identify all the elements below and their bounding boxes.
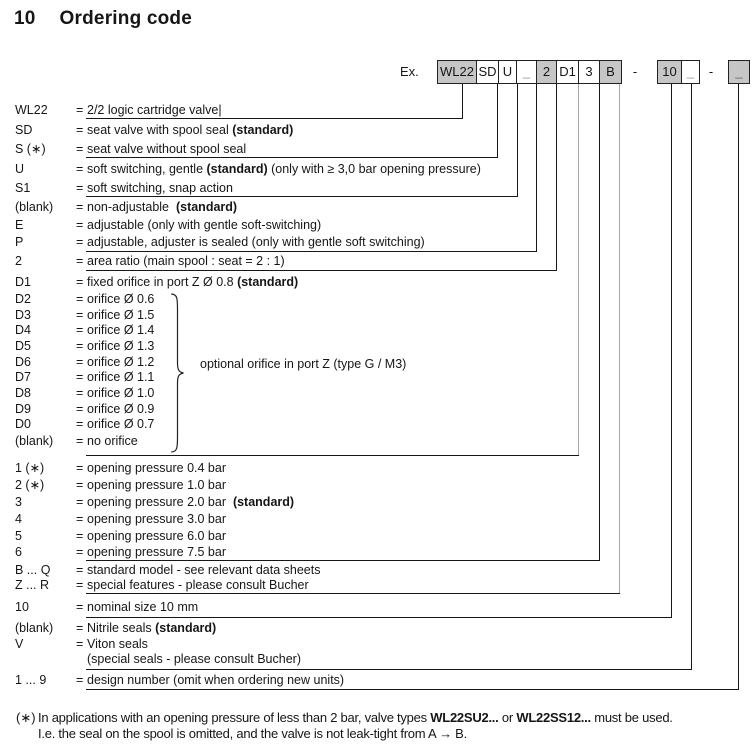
code-description: opening pressure 6.0 bar	[87, 529, 226, 543]
equals-sign: =	[76, 478, 84, 492]
code-description: area ratio (main spool : seat = 2 : 1)	[87, 254, 285, 268]
code-row	[0, 218, 753, 232]
equals-sign: =	[76, 417, 84, 431]
equals-sign: =	[76, 200, 84, 214]
brace-label: optional orifice in port Z (type G / M3)	[200, 357, 407, 371]
code-box: 10	[657, 60, 682, 84]
connector-underline	[86, 593, 620, 594]
footnote-valve-type: WL22SS12...	[516, 710, 591, 725]
code-label: P	[15, 235, 24, 249]
equals-sign: =	[76, 123, 84, 137]
code-row	[0, 652, 753, 666]
code-label: Z ... R	[15, 578, 50, 592]
code-label: E	[15, 218, 24, 232]
code-row	[0, 495, 753, 509]
code-row	[0, 637, 753, 651]
equals-sign: =	[76, 275, 84, 289]
code-box: SD	[477, 60, 499, 84]
code-description: orifice Ø 1.2	[87, 355, 155, 369]
code-label: 1 ... 9	[15, 673, 47, 687]
equals-sign: =	[76, 495, 84, 509]
connector-underline	[86, 270, 557, 271]
equals-sign: =	[76, 162, 84, 176]
connector-line	[619, 84, 620, 594]
equals-sign: =	[76, 292, 84, 306]
code-description: no orifice	[87, 434, 138, 448]
title-text: Ordering code	[59, 8, 193, 29]
code-row	[0, 254, 753, 268]
equals-sign: =	[76, 578, 84, 592]
code-label: V	[15, 637, 24, 651]
code-label: (blank)	[15, 200, 54, 214]
code-label: D1	[15, 275, 31, 289]
connector-underline	[86, 157, 498, 158]
connector-line	[556, 84, 557, 271]
code-row	[0, 200, 753, 214]
code-row	[0, 323, 753, 337]
code-description: opening pressure 2.0 bar (standard)	[87, 495, 295, 509]
code-label: 1 (∗)	[15, 461, 45, 475]
code-description: opening pressure 3.0 bar	[87, 512, 226, 526]
code-label: (blank)	[15, 621, 54, 635]
code-description: soft switching, gentle (standard) (only with ≥ 3,0 bar opening pressure)	[87, 162, 481, 176]
code-description: fixed orifice in port Z Ø 0.8 (standard)	[87, 275, 299, 289]
equals-sign: =	[76, 142, 84, 156]
code-label: D3	[15, 308, 31, 322]
code-description: adjustable, adjuster is sealed (only with gentle soft switching)	[87, 235, 425, 249]
title-number: 10	[14, 8, 36, 29]
equals-sign: =	[76, 563, 84, 577]
code-row	[0, 292, 753, 306]
code-label: D6	[15, 355, 31, 369]
code-description: opening pressure 7.5 bar	[87, 545, 226, 559]
code-row	[0, 386, 753, 400]
equals-sign: =	[76, 386, 84, 400]
code-row	[0, 235, 753, 249]
code-label: 2 (∗)	[15, 478, 45, 492]
equals-sign: =	[76, 637, 84, 651]
code-description: orifice Ø 1.5	[87, 308, 155, 322]
code-label: 4	[15, 512, 22, 526]
equals-sign: =	[76, 512, 84, 526]
code-description: orifice Ø 1.0	[87, 386, 155, 400]
equals-sign: =	[76, 370, 84, 384]
code-box: WL22	[437, 60, 477, 84]
code-description: design number (omit when ordering new units)	[87, 673, 345, 687]
equals-sign: =	[76, 621, 84, 635]
code-row	[0, 339, 753, 353]
code-label: (blank)	[15, 434, 54, 448]
code-label: D7	[15, 370, 31, 384]
code-label: U	[15, 162, 25, 176]
equals-sign: =	[76, 181, 84, 195]
code-box: 2	[537, 60, 557, 84]
code-box: U	[499, 60, 517, 84]
code-separator: -	[708, 64, 714, 79]
code-row	[0, 417, 753, 431]
code-row	[0, 103, 753, 117]
connector-underline	[86, 455, 579, 456]
equals-sign: =	[76, 355, 84, 369]
code-row	[0, 621, 753, 635]
code-description: Viton seals	[87, 637, 148, 651]
code-label: 3	[15, 495, 22, 509]
equals-sign: =	[76, 308, 84, 322]
code-description: seat valve without spool seal	[87, 142, 247, 156]
code-label: B ... Q	[15, 563, 51, 577]
code-description: opening pressure 0.4 bar	[87, 461, 226, 475]
code-description: orifice Ø 1.4	[87, 323, 155, 337]
code-row	[0, 370, 753, 384]
footnote-line1: In applications with an opening pressure of less than 2 bar, valve types WL22SU2... or WL22SS12... must be used.	[38, 710, 673, 725]
code-description: standard model - see relevant data sheets	[87, 563, 321, 577]
code-label: D9	[15, 402, 31, 416]
equals-sign: =	[76, 339, 84, 353]
code-box: _	[517, 60, 537, 84]
connector-underline	[86, 251, 537, 252]
orifice-brace-icon	[170, 293, 185, 453]
code-row	[0, 275, 753, 289]
connector-underline	[86, 669, 692, 670]
connector-underline	[86, 560, 600, 561]
code-label: 5	[15, 529, 22, 543]
connector-underline	[86, 118, 463, 119]
equals-sign: =	[76, 673, 84, 687]
equals-sign: =	[76, 254, 84, 268]
code-box: D1	[557, 60, 579, 84]
code-label: 10	[15, 600, 29, 614]
footnote-marker: (∗)	[16, 710, 36, 725]
code-description: (special seals - please consult Bucher)	[87, 652, 301, 666]
code-label: D4	[15, 323, 31, 337]
code-row	[0, 563, 753, 577]
code-description: adjustable (only with gentle soft-switching)	[87, 218, 322, 232]
example-label: Ex.	[400, 64, 419, 79]
footnote-valve-type: WL22SU2...	[430, 710, 499, 725]
equals-sign: =	[76, 461, 84, 475]
code-row	[0, 545, 753, 559]
code-row	[0, 673, 753, 687]
code-description: orifice Ø 0.6	[87, 292, 155, 306]
equals-sign: =	[76, 402, 84, 416]
connector-line	[691, 84, 692, 670]
code-label: S1	[15, 181, 31, 195]
code-label: 6	[15, 545, 22, 559]
code-description: orifice Ø 0.7	[87, 417, 155, 431]
code-description: Nitrile seals (standard)	[87, 621, 217, 635]
code-box: _	[728, 60, 750, 84]
code-row	[0, 600, 753, 614]
code-label: 2	[15, 254, 22, 268]
equals-sign: =	[76, 235, 84, 249]
footnote-line2: I.e. the seal on the spool is omitted, and the valve is not leak-tight from A → B.	[38, 726, 467, 741]
equals-sign: =	[76, 103, 84, 117]
code-row	[0, 578, 753, 592]
code-description: orifice Ø 1.1	[87, 370, 155, 384]
connector-underline	[86, 196, 518, 197]
equals-sign: =	[76, 600, 84, 614]
code-row	[0, 181, 753, 195]
connector-underline	[86, 617, 672, 618]
page-title	[14, 8, 192, 30]
code-description: seat valve with spool seal (standard)	[87, 123, 294, 137]
code-row	[0, 512, 753, 526]
code-description: 2/2 logic cartridge valve|	[87, 103, 222, 117]
equals-sign: =	[76, 434, 84, 448]
code-description: orifice Ø 0.9	[87, 402, 155, 416]
code-label: WL22	[15, 103, 48, 117]
code-row	[0, 461, 753, 475]
code-row	[0, 308, 753, 322]
code-description: opening pressure 1.0 bar	[87, 478, 226, 492]
code-row	[0, 162, 753, 176]
code-description: non-adjustable (standard)	[87, 200, 238, 214]
code-label: D5	[15, 339, 31, 353]
code-box: B	[600, 60, 622, 84]
code-box: _	[682, 60, 700, 84]
equals-sign: =	[76, 218, 84, 232]
code-label: D0	[15, 417, 31, 431]
code-label: D2	[15, 292, 31, 306]
code-box: 3	[579, 60, 600, 84]
code-description: soft switching, snap action	[87, 181, 233, 195]
code-label: S (∗)	[15, 142, 46, 156]
code-row	[0, 529, 753, 543]
code-separator: -	[632, 64, 638, 79]
connector-line	[738, 84, 739, 690]
code-row	[0, 402, 753, 416]
code-description: special features - please consult Bucher	[87, 578, 309, 592]
code-row	[0, 478, 753, 492]
connector-underline	[86, 689, 739, 690]
code-row	[0, 123, 753, 137]
code-label: SD	[15, 123, 33, 137]
code-label: D8	[15, 386, 31, 400]
code-row	[0, 434, 753, 448]
code-description: nominal size 10 mm	[87, 600, 199, 614]
equals-sign: =	[76, 323, 84, 337]
equals-sign: =	[76, 529, 84, 543]
code-description: orifice Ø 1.3	[87, 339, 155, 353]
connector-line	[578, 84, 579, 456]
equals-sign: =	[76, 545, 84, 559]
code-row	[0, 142, 753, 156]
connector-line	[671, 84, 672, 618]
